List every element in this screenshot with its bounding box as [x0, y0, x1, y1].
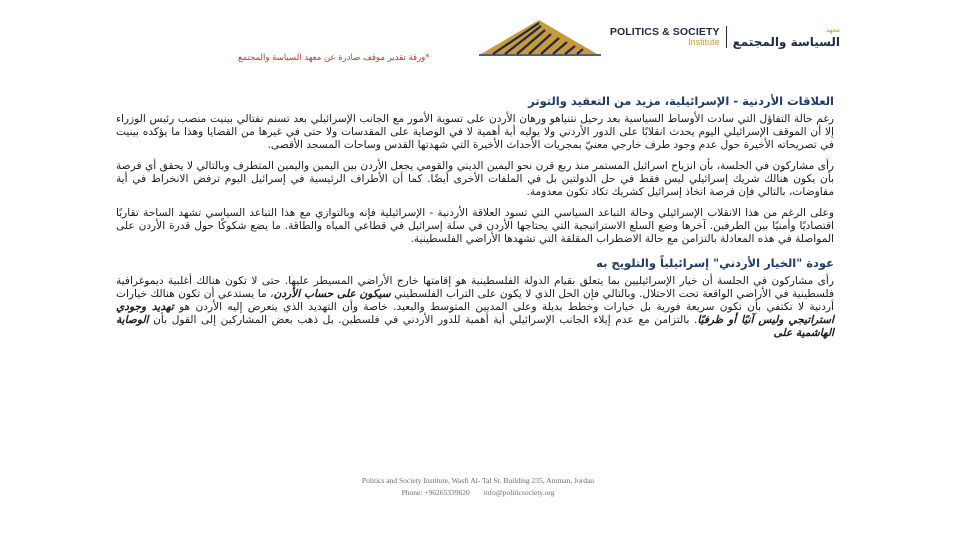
section1-paragraph-2: رأى مشاركون في الجلسة، بأن انزياح اسرائيل المستمر منذ ربع قرن نحو اليمين الديني والقومي يجعل الأردن بين اليمين واليمين المتطرف وبالتالي لا يحقق أي فرصة بأن يكون هنالك شريك إسرائيلي ليس فقط في حل الدولتين بل في الملفات الأخرى أيضًا. كما أن الأطراف الرئيسية في إسرائيل اليوم ترفض الانخراط في أية مفاوضات، بالتالي فإن فرصة اتخاذ إسرائيل كشريك تكاد تكون معدومة. [116, 160, 834, 198]
logo-ar-main: السياسة والمجتمع [732, 34, 840, 49]
section2-paragraph-1 [116, 275, 834, 340]
footer-phone: Phone: +96265339620 [401, 488, 470, 497]
section2-emphasis-1: سيكون على حساب الأردن [273, 288, 391, 300]
section2-text-start: رأى مشاركون في الجلسة أن خيار الإسرائيليين بما يتعلق بقيام الدولة الفلسطينية هو إقامتها خارج الأراضي المسيطر عليها. حتى لا تكون هنالك أغلبية ديموغرافية فلسطينية في الأراضي الواقعة تحت الاحتلال. وبالتالي فإن الحل الذي لا يكون على التراب الفلسطيني [116, 275, 835, 300]
logo-ar-small: معهد [825, 25, 840, 34]
section1-paragraph-1: رغم حالة التفاؤل التي سادت الأوساط السياسية بعد رحيل نتنياهو ورهان الأردن على تسوية الأمور مع الجانب الإسرائيلي بعد تسنم نفتالي بينيت منصب رئيس الوزراء إلا أن الموقف الإسرائيلي اليوم يحدث انقلابًا على الدور الأردني ولا يوليه أية أهمية لا في الوصاية على المقدسات ولا حتى في غيرها من القضايا وهذا ما يؤكده بينيت في تصريحاته الأخيرة حول عدم وجود طرف خارجي معنيّ بمجريات الأحداث الأخيرة التي شهدتها القدس وساحات المسجد الأقصى. [116, 113, 834, 151]
institute-logo [479, 18, 840, 56]
footer-email: info@politicsociety.org [483, 488, 555, 497]
section2-emphasis-2: تهديد وجودي استراتيجي وليس آنيًا أو ظرفيًا [116, 301, 834, 326]
footer-contact [0, 487, 956, 499]
section2-emphasis-3: الوصاية الهاشمية على [116, 314, 834, 339]
logo-en-line1: POLITICS & SOCIETY [609, 25, 720, 38]
footer-address: Politics and Society Institute, Wasfi Al- Tal St. Building 235, Amman, Jordan [361, 476, 595, 485]
section1-title: العلاقات الأردنية - الإسرائيلية، مزيد من التعقيد والتوتر [528, 94, 834, 108]
section1-paragraph-3: وعلى الرغم من هذا الانقلاب الإسرائيلي وحالة التباعد السياسي التي تسود العلاقة الأردنية - الإسرائيلية فإنه وبالتوازي مع هذا التباعد السياسي تشهد الساحة تقاربًا اقتصاديًا وأمنيًا بين الطرفين. آخرها وضع السلع الاستراتيجية التي يحتاجها الأردن في سلة إسرائيل في قطاعي المياه والطاقة. ما يضع شكوكًا حول قدرة الأردن على المواصلة في هذه المعادلة بالتزامن مع حالة الاضطراب المقلقة التي تشهدها الأراضي الفلسطينية. [116, 207, 834, 245]
pyramid-logo-icon [479, 18, 604, 56]
logo-en-line2: Institute [688, 37, 720, 48]
section2-text-mid2: . بالتزامن مع عدم إيلاء الجانب الإسرائيلي أية أهمية للدور الأردني في فلسطين. بل ذهب بعض المشاركين إلى القول بأن [148, 314, 698, 326]
document-subheading: *ورقة تقدير موقف صادرة عن معهد السياسة والمجتمع [238, 53, 430, 63]
logo-arabic-text [733, 27, 840, 48]
logo-divider [726, 26, 727, 48]
document-footer [0, 475, 956, 499]
section2-title: عودة "الخيار الأردني" إسرائيلياً والتلويح به [596, 256, 834, 270]
section2-text-mid1: ، ما يستدعي أن تكون هنالك خيارات أردنية لا تكتفي بأن تكون سريعة فورية بل خيارات وخطط بديلة وعلى المديين المتوسط والبعيد. خاصة وأن التهديد الذي يتعرض إليه الأردن هو [116, 288, 834, 313]
logo-english-text [610, 27, 720, 48]
document-body [116, 94, 834, 348]
